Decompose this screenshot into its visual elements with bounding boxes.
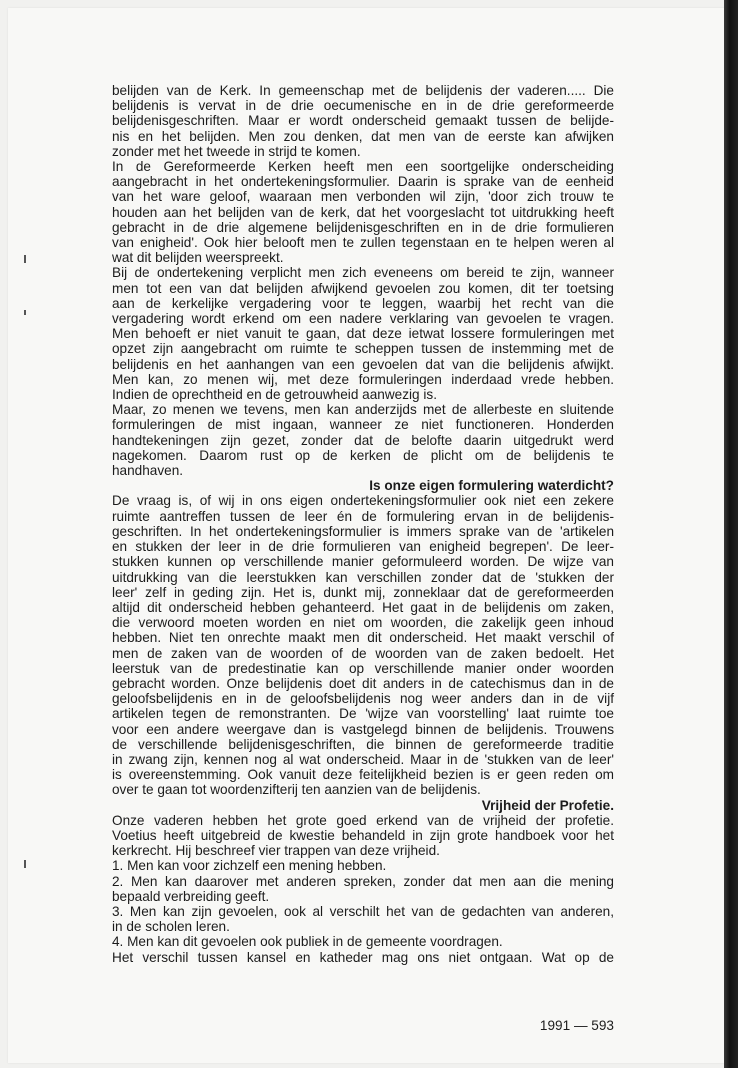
text-line: belijdenis is vervat in de drie oecumenische en in de drie gereformeerde <box>112 98 614 114</box>
text-line: die verwoord moeten worden en niet om woorden, die zakelijk geen inhoud <box>112 615 614 631</box>
text-line: gebracht in de drie algemene belijdenisgeschriften en in de drie formulieren <box>112 219 614 235</box>
text-line: houden aan het belijden van de kerk, dat het voorgeslacht tot uitdrukking heeft <box>112 204 614 220</box>
text-line: altijd dit onderscheid hebben gehanteerd. Het gaat in de belijdenis om zaken, <box>112 599 614 615</box>
text-line: nis en het belijden. Men zou denken, dat men van de eerste kan afwijken <box>112 128 614 144</box>
text-line: formuleringen de mist ingaan, wanneer ze niet functioneren. Honderden <box>112 417 614 433</box>
list-item: 1. Men kan voor zichzelf een mening hebben. <box>112 858 387 874</box>
page-edge-shadow <box>724 0 738 1068</box>
text-line: In de Gereformeerde Kerken heeft men een soortgelijke onderscheiding <box>112 159 614 175</box>
list-item: 3. Men kan zijn gevoelen, ook al verschilt het van de gedachten van anderen, <box>112 903 614 919</box>
text-line: in zwang zijn, kennen nog al wat onderscheid. Maar in de 'stukken van de leer' <box>112 751 614 767</box>
body-text <box>112 83 614 965</box>
text-line: van het ware geloof, waaraan men verbonden wil zijn, 'door zich trouw te <box>112 189 614 205</box>
section-heading: Is onze eigen formulering waterdicht? <box>369 478 614 494</box>
text-line: wat dit belijden weerspreekt. <box>112 250 284 266</box>
text-line: stukken kunnen op verschillende manier geformuleerd worden. De wijze van <box>112 554 614 570</box>
text-line: Men kan, zo menen wij, met deze formuleringen inderdaad vrede hebben. <box>112 371 614 387</box>
text-line: nagekomen. Daarom rust op de kerken de plicht om de belijdenis te <box>112 447 614 463</box>
margin-mark <box>24 860 26 868</box>
text-line: hebben. Niet ten onrechte maakt men dit onderscheid. Het maakt verschil of <box>112 630 614 646</box>
list-item: bepaald verbreiding geeft. <box>112 888 270 904</box>
section-heading: Vrijheid der Profetie. <box>481 797 614 813</box>
text-line: belijden van de Kerk. In gemeenschap met de belijdenis der vaderen..... Die <box>112 83 614 98</box>
text-line: belijdenisgeschriften. Maar er wordt onderscheid gemaakt tussen de belijde- <box>112 113 614 129</box>
text-line: geloofsbelijdenis en in de geloofsbelijdenis nog weer anders dan in de vijf <box>112 691 614 707</box>
text-line: Men behoeft er niet vanuit te gaan, dat deze ietwat lossere formuleringen met <box>112 326 614 342</box>
margin-mark <box>24 255 26 263</box>
text-line: aan de kerkelijke vergadering voor te leggen, waarbij het recht van die <box>112 295 614 311</box>
text-line: voor een andere weergave dan is vastgelegd binnen de belijdenis. Trouwens <box>112 721 614 737</box>
text-line: en stukken der leer in de drie formulieren van enigheid begrepen'. De leer- <box>112 539 614 555</box>
margin-mark <box>24 310 26 315</box>
text-line: men de zaken van de woorden of de woorden van de zaken bedoelt. Het <box>112 645 614 661</box>
text-line: De vraag is, of wij in ons eigen ondertekeningsformulier ook niet een zekere <box>112 493 614 509</box>
text-line: gebracht worden. Onze belijdenis doet dit anders in de catechismus dan in de <box>112 675 614 691</box>
text-line: leer' zelf in geding zijn. Het is, dunkt mij, zonneklaar dat de gereformeerden <box>112 584 614 600</box>
text-line: Bij de ondertekening verplicht men zich eveneens om bereid te zijn, wanneer <box>112 265 614 281</box>
text-line: leerstuk van de predestinatie kan op verschillende manier onder woorden <box>112 660 614 676</box>
text-line: handtekeningen zijn gezet, zonder dat de belofte daarin uitgedrukt werd <box>112 432 614 448</box>
text-line: vergadering wordt erkend om een nadere verklaring van gevoelen te vragen. <box>112 311 614 327</box>
paragraph-group-2 <box>112 493 614 797</box>
text-line: opzet zijn aangebracht om ruimte te scheppen tussen de instemming met de <box>112 341 614 357</box>
paragraph-group-1 <box>112 83 614 478</box>
text-line: handhaven. <box>112 463 184 479</box>
text-line: is overeenstemming. Ook vanuit deze feitelijkheid bezien is er geen reden om <box>112 767 614 783</box>
text-line: belijdenis en het aanhangen van een gevoelen dat van die belijdenis afwijkt. <box>112 356 614 372</box>
text-line: Voetius heeft uitgebreid de kwestie behandeld in zijn grote handboek voor het <box>112 827 614 843</box>
text-line: kerkrecht. Hij beschreef vier trappen van deze vrijheid. <box>112 843 440 859</box>
text-line: artikelen tegen de remonstranten. De 'wijze van voorstelling' laat ruimte toe <box>112 706 614 722</box>
text-line: Indien de oprechtheid en de getrouwheid aanwezig is. <box>112 387 437 403</box>
text-line: zonder met het tweede in strijd te komen. <box>112 143 361 159</box>
text-line: de verschillende belijdenisgeschriften, die binnen de gereformeerde traditie <box>112 736 614 752</box>
text-line: ruimte aantreffen tussen de leer én de formulering ervan in de belijdenis- <box>112 508 614 524</box>
paragraph-group-3 <box>112 813 614 965</box>
text-line: uitdrukking van die leerstukken kan verschillen zonder dat de 'stukken der <box>112 569 614 585</box>
text-line: over te gaan tot woordenzifterij ten aanzien van de belijdenis. <box>112 782 481 798</box>
text-line: Het verschil tussen kansel en katheder mag ons niet ontgaan. Wat op de <box>112 949 614 965</box>
text-line: men tot een van dat belijden afwijkend gevoelen zou komen, dit ter toetsing <box>112 280 614 296</box>
list-item: in de scholen leren. <box>112 919 230 935</box>
text-line: aangebracht in het ondertekeningsformulier. Daarin is sprake van de eenheid <box>112 174 614 190</box>
text-line: van enigheid'. Ook hier belooft men te zullen tegenstaan en te helpen weren al <box>112 235 614 251</box>
page-number: 1991 — 593 <box>539 1018 614 1033</box>
list-item: 4. Men kan dit gevoelen ook publiek in de gemeente voordragen. <box>112 934 503 950</box>
list-item: 2. Men kan daarover met anderen spreken, zonder dat men aan die mening <box>112 873 614 889</box>
text-line: Onze vaderen hebben het grote goed erkend van de vrijheid der profetie. <box>112 812 614 828</box>
text-line: Maar, zo menen we tevens, men kan anderzijds met de allerbeste en sluitende <box>112 402 614 418</box>
text-line: geschriften. In het ondertekeningsformulier is immers sprake van de 'artikelen <box>112 523 614 539</box>
